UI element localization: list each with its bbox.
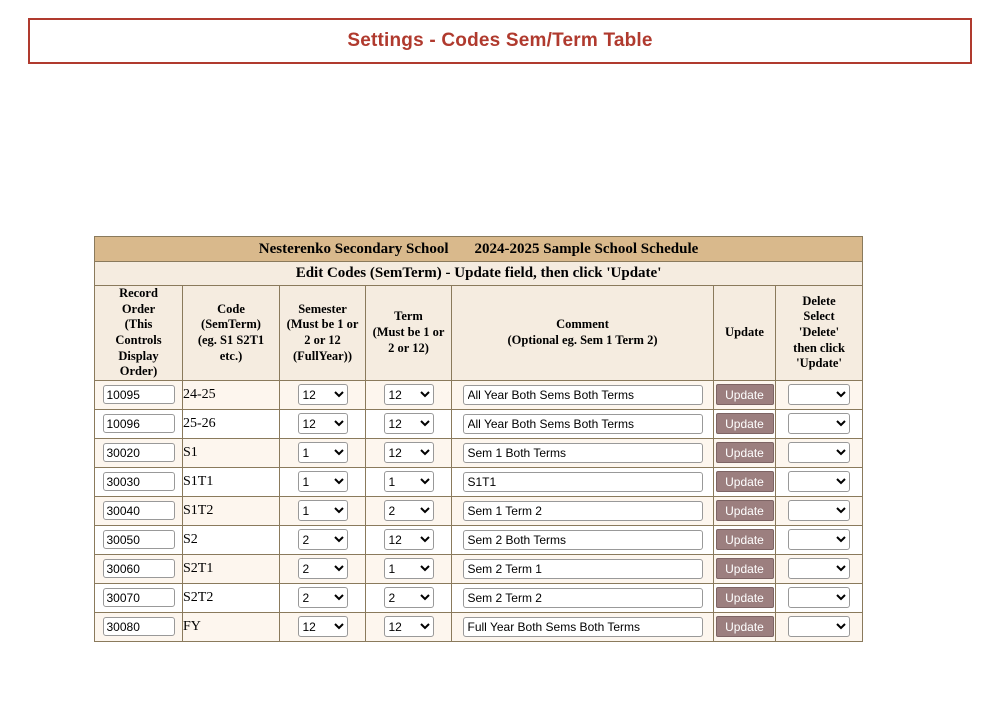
table-row <box>95 380 863 409</box>
comment-cell <box>452 612 714 641</box>
col-line: Order) <box>119 364 158 379</box>
edit-instruction-cell: Edit Codes (SemTerm) - Update field, then click 'Update' <box>95 262 863 286</box>
term-select[interactable] <box>384 529 434 550</box>
column-header-semester <box>280 286 366 381</box>
col-line: Select <box>803 309 835 324</box>
col-line: (Optional eg. Sem 1 Term 2) <box>507 332 658 347</box>
update-button[interactable]: Update <box>716 500 774 521</box>
delete-cell <box>776 496 863 525</box>
semester-cell <box>280 467 366 496</box>
term-select[interactable] <box>384 413 434 434</box>
col-line: (FullYear)) <box>292 348 352 363</box>
col-line: Record <box>119 286 158 300</box>
col-line: (This <box>124 317 153 332</box>
comment-input[interactable] <box>463 385 703 405</box>
update-cell <box>714 525 776 554</box>
comment-cell <box>452 583 714 612</box>
table-body <box>95 380 863 641</box>
code-cell: S2T2 <box>183 583 280 612</box>
update-cell <box>714 612 776 641</box>
record-order-cell <box>95 525 183 554</box>
term-cell <box>366 583 452 612</box>
table-edit-header-row <box>95 262 863 286</box>
delete-select[interactable] <box>788 558 850 579</box>
delete-cell <box>776 525 863 554</box>
update-cell <box>714 409 776 438</box>
update-cell <box>714 380 776 409</box>
col-line: Term <box>394 309 423 324</box>
delete-cell <box>776 380 863 409</box>
record-order-input[interactable] <box>103 443 175 462</box>
comment-input[interactable] <box>463 530 703 550</box>
semester-cell <box>280 409 366 438</box>
delete-select[interactable] <box>788 413 850 434</box>
page-title: Settings - Codes Sem/Term Table <box>347 30 653 51</box>
col-line: (Must be 1 or <box>372 325 445 340</box>
record-order-cell <box>95 554 183 583</box>
codes-sem-term-table <box>94 236 863 642</box>
record-order-input[interactable] <box>103 501 175 520</box>
col-line: (SemTerm) <box>201 317 261 332</box>
term-select[interactable] <box>384 384 434 405</box>
term-select[interactable] <box>384 558 434 579</box>
col-line: 2 or 12) <box>388 340 429 355</box>
comment-input[interactable] <box>463 588 703 608</box>
update-button[interactable]: Update <box>716 529 774 550</box>
code-cell: FY <box>183 612 280 641</box>
comment-cell <box>452 496 714 525</box>
semester-select[interactable] <box>298 384 348 405</box>
term-select[interactable] <box>384 442 434 463</box>
delete-select[interactable] <box>788 587 850 608</box>
update-button[interactable]: Update <box>716 587 774 608</box>
term-cell <box>366 554 452 583</box>
col-line: 'Update' <box>796 356 842 371</box>
delete-select[interactable] <box>788 529 850 550</box>
update-cell <box>714 583 776 612</box>
col-line: Semester <box>298 301 347 316</box>
code-cell: 24-25 <box>183 380 280 409</box>
semester-select[interactable] <box>298 471 348 492</box>
table-row <box>95 409 863 438</box>
code-cell: S2 <box>183 525 280 554</box>
term-select[interactable] <box>384 616 434 637</box>
term-cell <box>366 496 452 525</box>
comment-input[interactable] <box>463 501 703 521</box>
table-row <box>95 583 863 612</box>
semester-select[interactable] <box>298 558 348 579</box>
delete-cell <box>776 467 863 496</box>
semester-cell <box>280 583 366 612</box>
table-row <box>95 496 863 525</box>
column-header-code <box>183 286 280 381</box>
code-cell: S1 <box>183 438 280 467</box>
comment-input[interactable] <box>463 414 703 434</box>
comment-cell <box>452 409 714 438</box>
schedule-name: 2024-2025 Sample School Schedule <box>474 240 699 257</box>
column-header-term <box>366 286 452 381</box>
comment-cell <box>452 467 714 496</box>
comment-cell <box>452 554 714 583</box>
table-row <box>95 438 863 467</box>
page-banner <box>28 18 972 64</box>
semester-cell <box>280 554 366 583</box>
semester-cell <box>280 525 366 554</box>
delete-select[interactable] <box>788 384 850 405</box>
comment-input[interactable] <box>463 443 703 463</box>
col-line: Display <box>118 348 159 363</box>
term-cell <box>366 409 452 438</box>
record-order-input[interactable] <box>103 472 175 491</box>
record-order-cell <box>95 496 183 525</box>
code-cell: 25-26 <box>183 409 280 438</box>
delete-cell <box>776 554 863 583</box>
semester-cell <box>280 438 366 467</box>
record-order-cell <box>95 583 183 612</box>
term-cell <box>366 438 452 467</box>
delete-select[interactable] <box>788 442 850 463</box>
term-select[interactable] <box>384 587 434 608</box>
delete-cell <box>776 409 863 438</box>
semester-cell <box>280 612 366 641</box>
comment-cell <box>452 438 714 467</box>
term-cell <box>366 380 452 409</box>
col-line: (eg. S1 S2T1 <box>197 332 265 347</box>
term-select[interactable] <box>384 471 434 492</box>
table-row <box>95 554 863 583</box>
record-order-input[interactable] <box>103 588 175 607</box>
code-cell: S1T2 <box>183 496 280 525</box>
table-row <box>95 612 863 641</box>
delete-select[interactable] <box>788 500 850 521</box>
code-cell: S1T1 <box>183 467 280 496</box>
update-button[interactable]: Update <box>716 616 774 637</box>
col-line: etc.) <box>219 348 243 363</box>
semester-select[interactable] <box>298 587 348 608</box>
column-header-comment <box>452 286 714 381</box>
comment-input[interactable] <box>463 472 703 492</box>
record-order-input[interactable] <box>103 414 175 433</box>
comment-input[interactable] <box>463 559 703 579</box>
update-button[interactable]: Update <box>716 384 774 405</box>
record-order-cell <box>95 438 183 467</box>
col-line: Code <box>217 301 245 316</box>
table-school-header-row <box>95 237 863 262</box>
term-cell <box>366 525 452 554</box>
update-cell <box>714 554 776 583</box>
code-cell: S2T1 <box>183 554 280 583</box>
update-button[interactable]: Update <box>716 558 774 579</box>
col-line: Delete <box>802 293 836 308</box>
term-cell <box>366 467 452 496</box>
record-order-cell <box>95 612 183 641</box>
semester-select[interactable] <box>298 500 348 521</box>
school-name: Nesterenko Secondary School <box>258 240 449 257</box>
delete-cell <box>776 438 863 467</box>
record-order-input[interactable] <box>103 559 175 578</box>
record-order-cell <box>95 409 183 438</box>
semester-select[interactable] <box>298 442 348 463</box>
col-line: Update <box>725 325 764 340</box>
col-line: then click <box>793 340 845 355</box>
col-line: Comment <box>556 317 609 332</box>
delete-select[interactable] <box>788 616 850 637</box>
column-header-delete <box>776 286 863 381</box>
semester-cell <box>280 496 366 525</box>
semester-select[interactable] <box>298 529 348 550</box>
record-order-input[interactable] <box>103 617 175 636</box>
semester-select[interactable] <box>298 413 348 434</box>
update-cell <box>714 438 776 467</box>
col-line: Controls <box>115 332 162 347</box>
update-cell <box>714 467 776 496</box>
update-button[interactable]: Update <box>716 471 774 492</box>
term-cell <box>366 612 452 641</box>
record-order-cell <box>95 467 183 496</box>
school-header-cell <box>95 237 863 262</box>
column-header-record-order <box>95 286 183 381</box>
table-column-header-row <box>95 286 863 381</box>
record-order-input[interactable] <box>103 530 175 549</box>
col-line: Order <box>121 301 156 316</box>
comment-cell <box>452 380 714 409</box>
record-order-cell <box>95 380 183 409</box>
semester-select[interactable] <box>298 616 348 637</box>
col-line: 'Delete' <box>798 325 840 340</box>
delete-cell <box>776 583 863 612</box>
update-cell <box>714 496 776 525</box>
table-row <box>95 467 863 496</box>
codes-table-container <box>94 236 862 642</box>
comment-input[interactable] <box>463 617 703 637</box>
comment-cell <box>452 525 714 554</box>
column-header-update <box>714 286 776 381</box>
term-select[interactable] <box>384 500 434 521</box>
record-order-input[interactable] <box>103 385 175 404</box>
col-line: (Must be 1 or <box>286 317 359 332</box>
semester-cell <box>280 380 366 409</box>
update-button[interactable]: Update <box>716 442 774 463</box>
update-button[interactable]: Update <box>716 413 774 434</box>
delete-cell <box>776 612 863 641</box>
table-row <box>95 525 863 554</box>
delete-select[interactable] <box>788 471 850 492</box>
col-line: 2 or 12 <box>304 332 341 347</box>
